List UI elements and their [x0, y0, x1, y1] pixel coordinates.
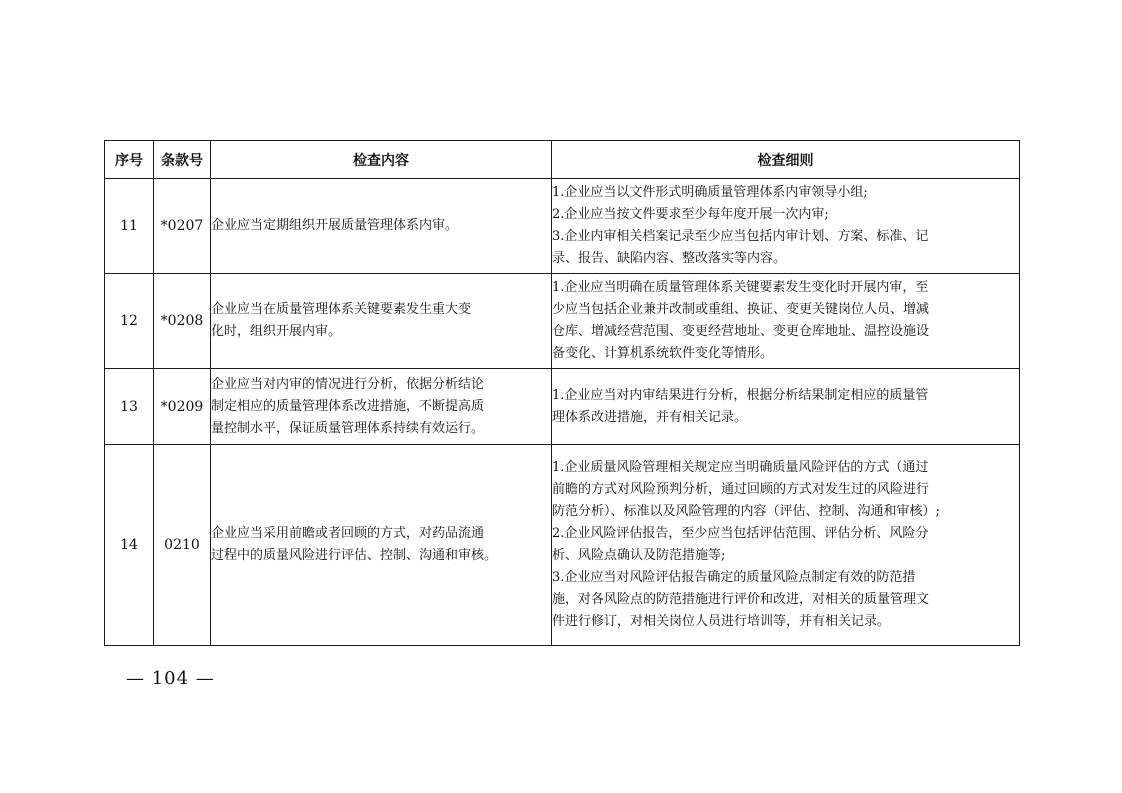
detail-line: 仓库、增减经营范围、变更经营地址、变更仓库地址、温控设施设	[552, 324, 930, 339]
table-row	[105, 369, 1020, 445]
table-row	[105, 445, 1020, 646]
detail-line: 3.企业内审相关档案记录至少应当包括内审计划、方案、标准、记	[552, 229, 929, 244]
inspection-detail	[552, 445, 1020, 646]
clause-number: *0209	[154, 369, 211, 445]
row-number: 13	[105, 369, 154, 445]
table-row	[105, 179, 1020, 274]
detail-line: 3.企业应当对风险评估报告确定的质量风险点制定有效的防范措	[552, 570, 916, 585]
detail-line: 理体系改进措施，并有相关记录。	[552, 409, 748, 425]
detail-line: 少应当包括企业兼并改制或重组、换证、变更关键岗位人员、增减	[552, 302, 930, 317]
content-line: 企业应当对内审的情况进行分析，依据分析结论	[211, 376, 485, 392]
clause-number: *0208	[154, 274, 211, 369]
header-clause: 条款号	[154, 141, 211, 179]
content-line: 制定相应的质量管理体系改进措施，不断提高质	[211, 398, 485, 414]
inspection-content	[211, 445, 552, 646]
detail-line: 防范分析）、标准以及风险管理的内容（评估、控制、沟通和审核）;	[552, 504, 940, 519]
inspection-detail	[552, 179, 1020, 274]
row-number: 14	[105, 445, 154, 646]
page-number: — 104 —	[126, 668, 215, 689]
content-line: 过程中的质量风险进行评估、控制、沟通和审核。	[211, 548, 498, 563]
inspection-detail	[552, 274, 1020, 369]
detail-line: 1.企业应当以文件形式明确质量管理体系内审领导小组;	[552, 185, 868, 200]
detail-line: 1.企业应当明确在质量管理体系关键要素发生变化时开展内审，至	[552, 280, 929, 295]
detail-line: 1.企业应当对内审结果进行分析，根据分析结果制定相应的质量管	[552, 387, 929, 403]
row-number: 12	[105, 274, 154, 369]
content-line: 量控制水平，保证质量管理体系持续有效运行。	[211, 420, 485, 436]
inspection-detail	[552, 369, 1020, 445]
detail-line: 录、报告、缺陷内容、整改落实等内容。	[552, 251, 787, 266]
header-detail: 检查细则	[552, 141, 1020, 179]
table-header-row	[105, 141, 1020, 179]
table-row	[105, 274, 1020, 369]
detail-line: 1.企业质量风险管理相关规定应当明确质量风险评估的方式（通过	[552, 460, 929, 475]
inspection-content	[211, 274, 552, 369]
detail-line: 施，对各风险点的防范措施进行评价和改进，对相关的质量管理文	[552, 592, 930, 607]
detail-line: 2.企业风险评估报告，至少应当包括评估范围、评估分析、风险分	[552, 526, 929, 541]
content-line: 企业应当在质量管理体系关键要素发生重大变	[211, 302, 472, 317]
clause-number: 0210	[154, 445, 211, 646]
detail-line: 备变化、计算机系统软件变化等情形。	[552, 346, 774, 361]
detail-line: 件进行修订，对相关岗位人员进行培训等，并有相关记录。	[552, 614, 891, 629]
header-content: 检查内容	[211, 141, 552, 179]
content-line: 化时，组织开展内审。	[211, 324, 342, 339]
inspection-content	[211, 179, 552, 274]
detail-line: 2.企业应当按文件要求至少每年度开展一次内审;	[552, 207, 829, 222]
header-no: 序号	[105, 141, 154, 179]
content-line: 企业应当采用前瞻或者回顾的方式，对药品流通	[211, 526, 485, 541]
detail-line: 析、风险点确认及防范措施等;	[552, 548, 726, 563]
detail-line: 前瞻的方式对风险预判分析，通过回顾的方式对发生过的风险进行	[552, 482, 930, 497]
content-line: 企业应当定期组织开展质量管理体系内审。	[211, 218, 459, 233]
clause-number: *0207	[154, 179, 211, 274]
row-number: 11	[105, 179, 154, 274]
inspection-content	[211, 369, 552, 445]
inspection-table	[104, 140, 1020, 646]
